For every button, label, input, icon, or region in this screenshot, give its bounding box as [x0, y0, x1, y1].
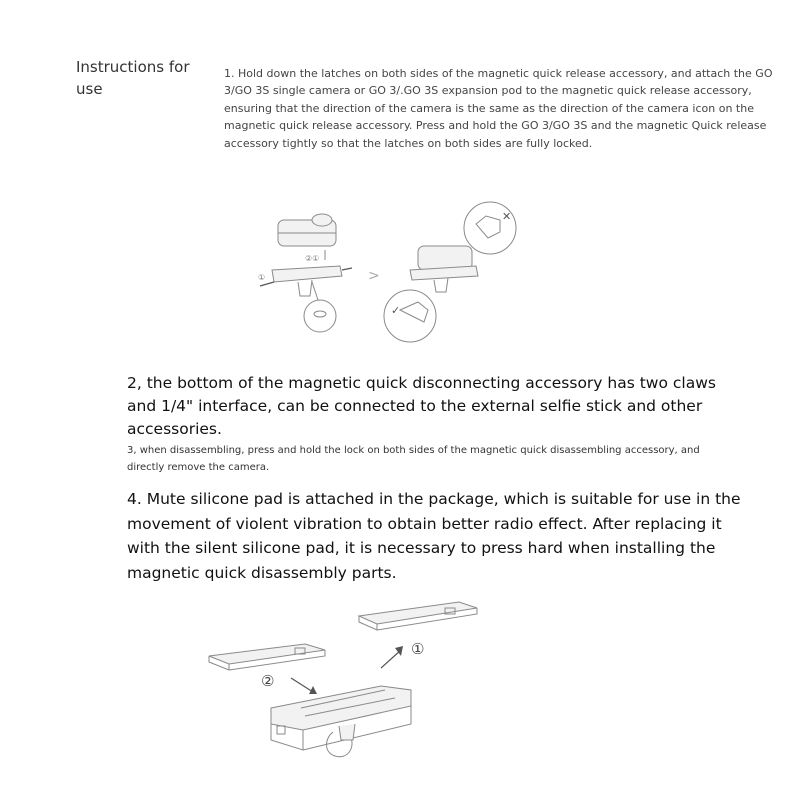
step-3-text: 3, when disassembling, press and hold the lock on both sides of the magnetic quick disassembling accessory, and directly remove the camera. [127, 445, 700, 473]
silicone-pad-left [209, 644, 325, 670]
quick-release-plate [258, 266, 352, 296]
figure1-label-one: ① [258, 273, 266, 282]
quick-release-base [271, 686, 411, 757]
camera-illustration [278, 214, 336, 246]
figure-silicone-pad [205, 590, 505, 760]
step-1-text: 1. Hold down the latches on both sides of the magnetic quick release accessory, and attach the GO 3/GO 3S single camera or GO 3/.GO 3S expansion pod to the magnetic quick release accessory, ensuring that the direction of the camera is the same as the direction of the camera icon on the magnetic quick release accessory. Press and hold the GO 3/GO 3S and the magnetic Quick release accessory tightly so that the latches on both sides are fully locked. [224, 67, 773, 150]
section-title: Instructions for use [76, 58, 190, 98]
figure2-label-two: ② [261, 672, 275, 690]
figure-attach-camera [250, 198, 550, 348]
figure1-label-step: ②① [305, 254, 320, 263]
step-2-text: 2, the bottom of the magnetic quick disconnecting accessory has two claws and 1/4" interface, can be connected to the external selfie stick and other accessories. [127, 374, 716, 438]
figure1-arrow: > [368, 268, 380, 284]
figure1-check: ✓ [391, 304, 401, 317]
silicone-pad-right [359, 602, 477, 630]
figure1-cross: ✕ [502, 210, 512, 223]
assembled-camera [410, 246, 478, 292]
step-4-text: 4. Mute silicone pad is attached in the package, which is suitable for use in the movement of violent vibration to obtain better radio effect. After replacing it with the silent silicone pad, it is necessary to press hard when installing the magnetic quick disassembly parts. [127, 490, 741, 582]
figure2-label-one: ① [411, 640, 425, 658]
